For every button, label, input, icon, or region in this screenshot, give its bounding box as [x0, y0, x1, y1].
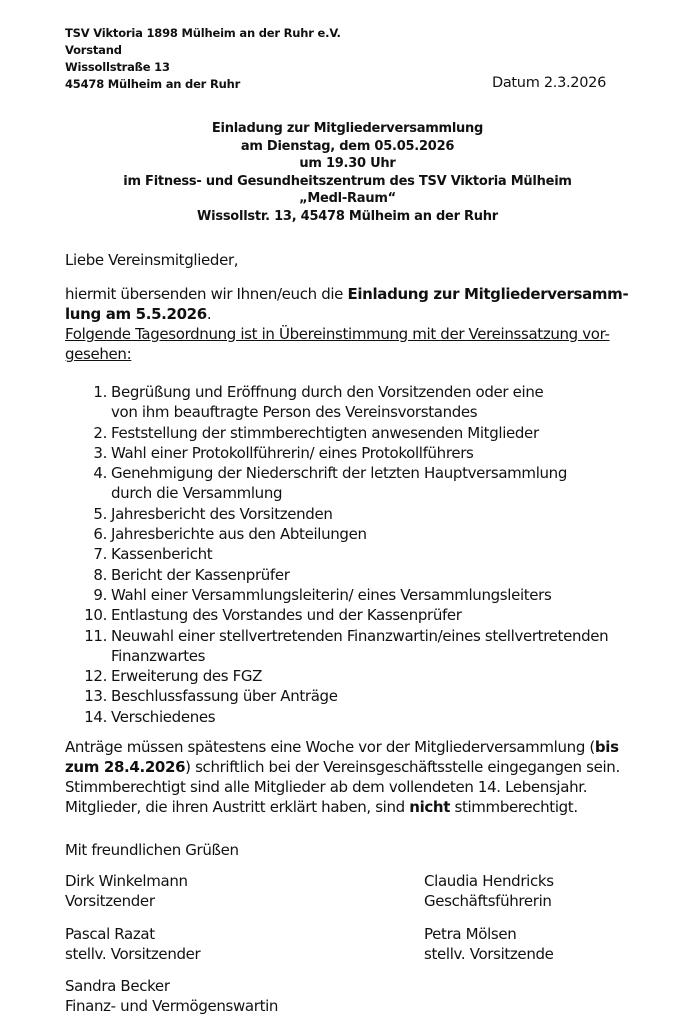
salutation: Liebe Vereinsmitglieder,	[65, 251, 239, 269]
deadline-bold: nicht	[409, 798, 451, 816]
intro-bold: Einladung zur Mitgliederversamm-	[347, 285, 629, 303]
agenda-item-text: Beschlussfassung über Anträge	[111, 687, 338, 706]
agenda-item-number: 1.	[93, 383, 107, 401]
signatory-name: Dirk Winkelmann	[65, 872, 188, 890]
agenda-item	[65, 626, 665, 667]
letter-date: Datum 2.3.2026	[491, 75, 606, 91]
intro-paragraph-line2	[65, 304, 665, 324]
agenda-item-number: 4.	[93, 464, 107, 483]
deadline-text: ) schriftlich bei der Vereinsgeschäftsstelle eingegangen sein.	[185, 758, 620, 776]
agenda-item	[65, 565, 665, 585]
deadline-text: Mitglieder, die ihren Austritt erklärt haben, sind	[65, 798, 410, 816]
agenda-item-number: 11.	[84, 626, 107, 645]
sender-line: Vorstand	[65, 43, 122, 57]
deadline-line	[65, 797, 665, 817]
deadline-bold: zum 28.4.2026	[65, 758, 186, 776]
heading-line: „Medl-Raum“	[299, 191, 396, 206]
agenda-item-text: Neuwahl einer stellvertretenden Finanzwartin/eines stellvertretenden	[111, 626, 609, 645]
deadline-line	[65, 737, 665, 757]
sender-line: 45478 Mülheim an der Ruhr	[65, 77, 241, 91]
deadline-text: stimmberechtigt.	[450, 798, 578, 816]
signatory	[424, 924, 554, 964]
invitation-heading	[65, 120, 630, 225]
agenda-item-number: 7.	[93, 545, 107, 564]
agenda-item-text: Genehmigung der Niederschrift der letzten Hauptversammlung	[111, 464, 567, 483]
agenda-item	[65, 504, 665, 524]
deadline-line: Stimmberechtigt sind alle Mitglieder ab dem vollendeten 14. Lebensjahr.	[65, 778, 588, 796]
agenda-list	[65, 382, 665, 727]
agenda-item-number: 8.	[93, 565, 107, 584]
intro-bold: lung am 5.5.2026	[65, 305, 207, 323]
agenda-item	[65, 585, 665, 605]
agenda-item-text: Feststellung der stimmberechtigten anwesenden Mitglieder	[111, 423, 539, 442]
sender-line: TSV Viktoria 1898 Mülheim an der Ruhr e.V.	[65, 26, 341, 40]
heading-line: im Fitness- und Gesundheitszentrum des TSV Viktoria Mülheim	[123, 173, 572, 189]
agenda-item-text: Kassenbericht	[111, 545, 213, 564]
deadline-text: Anträge müssen spätestens eine Woche vor der Mitgliederversammlung (	[65, 738, 595, 756]
agenda-item-number: 3.	[93, 443, 107, 462]
agenda-item-text: Entlastung des Vorstandes und der Kassenprüfer	[111, 606, 462, 625]
agenda-item	[65, 666, 665, 686]
agenda-item-number: 10.	[84, 606, 107, 625]
heading-line: Wissollstr. 13, 45478 Mülheim an der Ruhr	[197, 208, 498, 224]
intro-text: hiermit übersenden wir Ihnen/euch die	[65, 285, 348, 303]
agenda-item-text: Wahl einer Versammlungsleiterin/ eines Versammlungsleiters	[111, 585, 552, 604]
agenda-item-number: 12.	[84, 667, 107, 686]
agenda-item-text: durch die Versammlung	[111, 484, 283, 503]
signatory-role: Finanz- und Vermögenswartin	[65, 997, 279, 1015]
agenda-item-text: Bericht der Kassenprüfer	[111, 565, 290, 584]
heading-line: am Dienstag, dem 05.05.2026	[240, 138, 455, 154]
deadline-paragraph	[65, 737, 665, 817]
agenda-note: Folgende Tagesordnung ist in Übereinstimmung mit der Vereinssatzung vor-	[65, 325, 610, 343]
agenda-item-text: Verschiedenes	[111, 707, 216, 726]
agenda-item	[65, 686, 665, 706]
signatory-role: Geschäftsführerin	[424, 892, 552, 910]
agenda-item-text: Begrüßung und Eröffnung durch den Vorsitzenden oder eine	[111, 383, 544, 401]
signatory-role: stellv. Vorsitzende	[424, 945, 554, 963]
sender-address	[65, 25, 341, 93]
signatory	[424, 871, 554, 911]
agenda-item	[65, 443, 665, 463]
agenda-item	[65, 707, 665, 727]
agenda-item-text: Wahl einer Protokollführerin/ eines Protokollführers	[111, 443, 474, 462]
heading-line: um 19.30 Uhr	[299, 156, 396, 171]
agenda-item-text: von ihm beauftragte Person des Vereinsvorstandes	[111, 403, 478, 422]
signatory	[65, 871, 188, 911]
deadline-bold: bis	[594, 738, 619, 756]
intro-paragraph	[65, 284, 665, 304]
deadline-line	[65, 757, 665, 777]
agenda-item-number: 9.	[93, 585, 107, 604]
signatory-name: Claudia Hendricks	[424, 872, 554, 890]
sender-line: Wissollstraße 13	[65, 60, 170, 74]
signatory-name: Petra Mölsen	[424, 925, 517, 943]
agenda-item-number: 5.	[93, 504, 107, 523]
agenda-item	[65, 423, 665, 443]
agenda-item	[65, 463, 665, 504]
agenda-item	[65, 524, 665, 544]
signatory-name: Pascal Razat	[65, 925, 155, 943]
agenda-item	[65, 605, 665, 625]
heading-line: Einladung zur Mitgliederversammlung	[211, 121, 484, 136]
signatory-name: Sandra Becker	[65, 977, 170, 995]
intro-text: .	[206, 305, 212, 323]
agenda-item	[65, 382, 665, 423]
signatory	[65, 924, 200, 964]
agenda-item-text: Jahresberichte aus den Abteilungen	[111, 525, 367, 544]
signatory-role: stellv. Vorsitzender	[65, 945, 201, 963]
signatory	[65, 976, 278, 1016]
closing-greeting: Mit freundlichen Grüßen	[65, 841, 239, 859]
agenda-item	[65, 544, 665, 564]
agenda-item-number: 6.	[93, 525, 107, 544]
agenda-item-number: 14.	[84, 707, 107, 726]
agenda-note: gesehen:	[65, 345, 132, 363]
agenda-item-text: Erweiterung des FGZ	[111, 667, 263, 686]
signatory-role: Vorsitzender	[65, 892, 155, 910]
agenda-item-number: 13.	[84, 687, 107, 706]
agenda-item-text: Jahresbericht des Vorsitzenden	[111, 504, 333, 523]
agenda-item-number: 2.	[93, 423, 107, 442]
agenda-item-text: Finanzwartes	[111, 646, 206, 665]
